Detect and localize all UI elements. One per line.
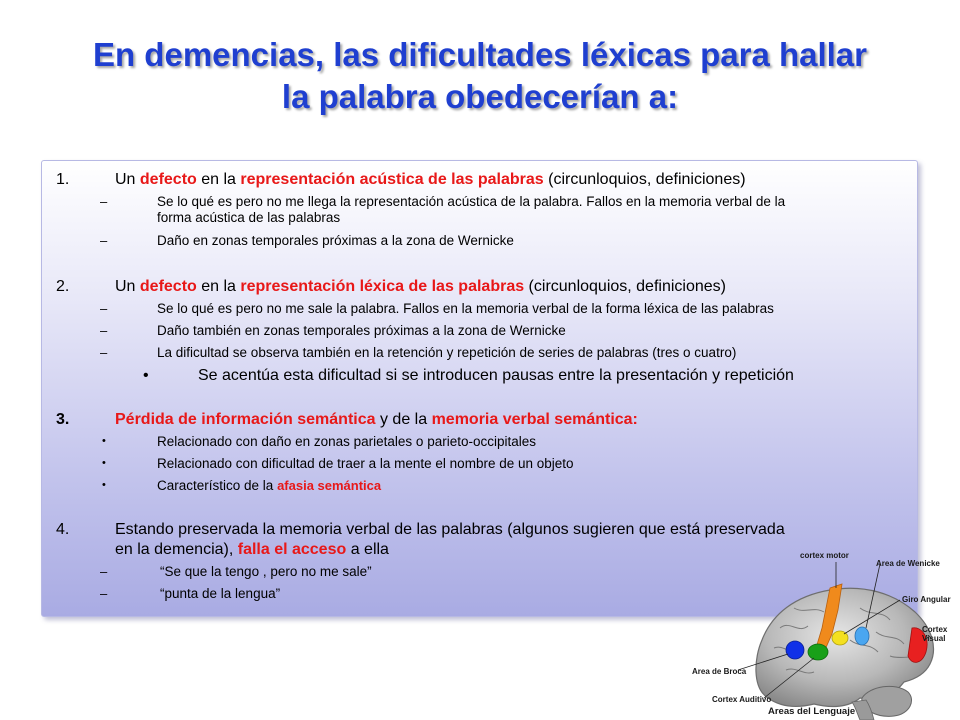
label-giro-angular: Giro Angular [902,595,951,604]
s4-part-2: a ella [346,541,389,558]
s3-item-3-part-1: afasia semántica [277,478,382,493]
label-wernicke: Area de Wenicke [876,559,940,568]
dash-marker: – [100,194,108,209]
section-2-number: 2. [56,278,70,295]
broca-area [786,641,804,659]
s3-item-3 [157,477,381,494]
s4-line-2 [115,540,389,559]
dash-marker: – [100,345,108,360]
s1-part-3: representación acústica de las palabras [240,171,544,188]
auditory-cortex-area [808,644,828,660]
s3-part-2: memoria verbal semántica: [431,411,638,428]
dash-marker: – [100,301,108,316]
section-2-text [115,277,726,296]
s4-line-1: Estando preservada la memoria verbal de las palabras (algunos sugieren que está preservada [115,521,785,538]
bullet-marker: • [143,367,149,384]
s2-item-0: Se lo qué es pero no me sale la palabra. Fallos en la memoria verbal de la forma léxica de las palabras [157,301,774,316]
dash-marker: – [100,233,108,248]
s1-part-0: Un [115,171,140,188]
dash-marker: – [100,586,108,601]
s1-part-4: (circunloquios, definiciones) [543,171,746,188]
section-1-text [115,170,746,189]
label-broca: Area de Broca [692,667,747,676]
label-cortex-auditivo: Cortex Auditivo [712,695,772,704]
s2-part-4: (circunloquios, definiciones) [524,278,726,295]
bullet-marker: • [102,435,106,447]
brain-language-areas-illustration [690,548,960,720]
s4-part-0: en la demencia), [115,541,238,558]
s2-item-2: La dificultad se observa también en la retención y repetición de series de palabras (tres o cuatro) [157,345,737,360]
s2-part-1: defecto [139,278,197,295]
s4-part-1: falla el acceso [237,541,347,558]
bullet-marker: • [102,457,106,469]
s2-subbullet-text: Se acentúa esta dificultad si se introducen pausas entre la presentación y repetición [198,367,794,384]
s2-part-0: Un [115,278,140,295]
title-line-1: En demencias, las dificultades léxicas para hallar [92,36,868,73]
section-1-number: 1. [56,171,70,188]
dash-marker: – [100,323,108,338]
label-cortex-visual-1: Cortex [922,625,948,634]
wernicke-area [855,627,869,645]
section-4-number: 4. [56,521,70,538]
s1-item-0: Se lo qué es pero no me llega la representación acústica de la palabra. Fallos en la memoria verbal de la [157,194,786,209]
s2-part-3: representación léxica de las palabras [240,278,525,295]
s4-item-1: “punta de la lengua” [160,586,281,601]
s1-part-1: defecto [139,171,197,188]
s4-item-0: “Se que la tengo , pero no me sale” [160,564,372,579]
s2-item-1: Daño también en zonas temporales próximas a la zona de Wernicke [157,323,566,338]
s1-part-2: en la [196,171,241,188]
label-areas-lenguaje: Areas del Lenguaje [768,706,856,717]
s3-item-3-part-0: Característico de la [157,478,278,493]
label-cortex-motor: cortex motor [800,551,849,560]
bullet-marker: • [102,479,106,491]
s3-part-1: y de la [375,411,432,428]
section-3-text [115,410,638,429]
s2-part-2: en la [196,278,241,295]
section-3-number: 3. [56,411,70,428]
s3-part-0: Pérdida de información semántica [115,411,376,428]
s1-item-2: Daño en zonas temporales próximas a la zona de Wernicke [157,233,514,248]
dash-marker: – [100,564,108,579]
title-line-2: la palabra obedecerían a: [281,78,679,115]
s3-item-0: Relacionado con daño en zonas parietales o parieto-occipitales [157,434,536,449]
brain-shape [756,588,934,706]
label-cortex-visual-2: Visual [922,634,946,643]
s3-item-1: Relacionado con dificultad de traer a la mente el nombre de un objeto [157,456,574,471]
s1-item-1: forma acústica de las palabras [157,210,341,225]
